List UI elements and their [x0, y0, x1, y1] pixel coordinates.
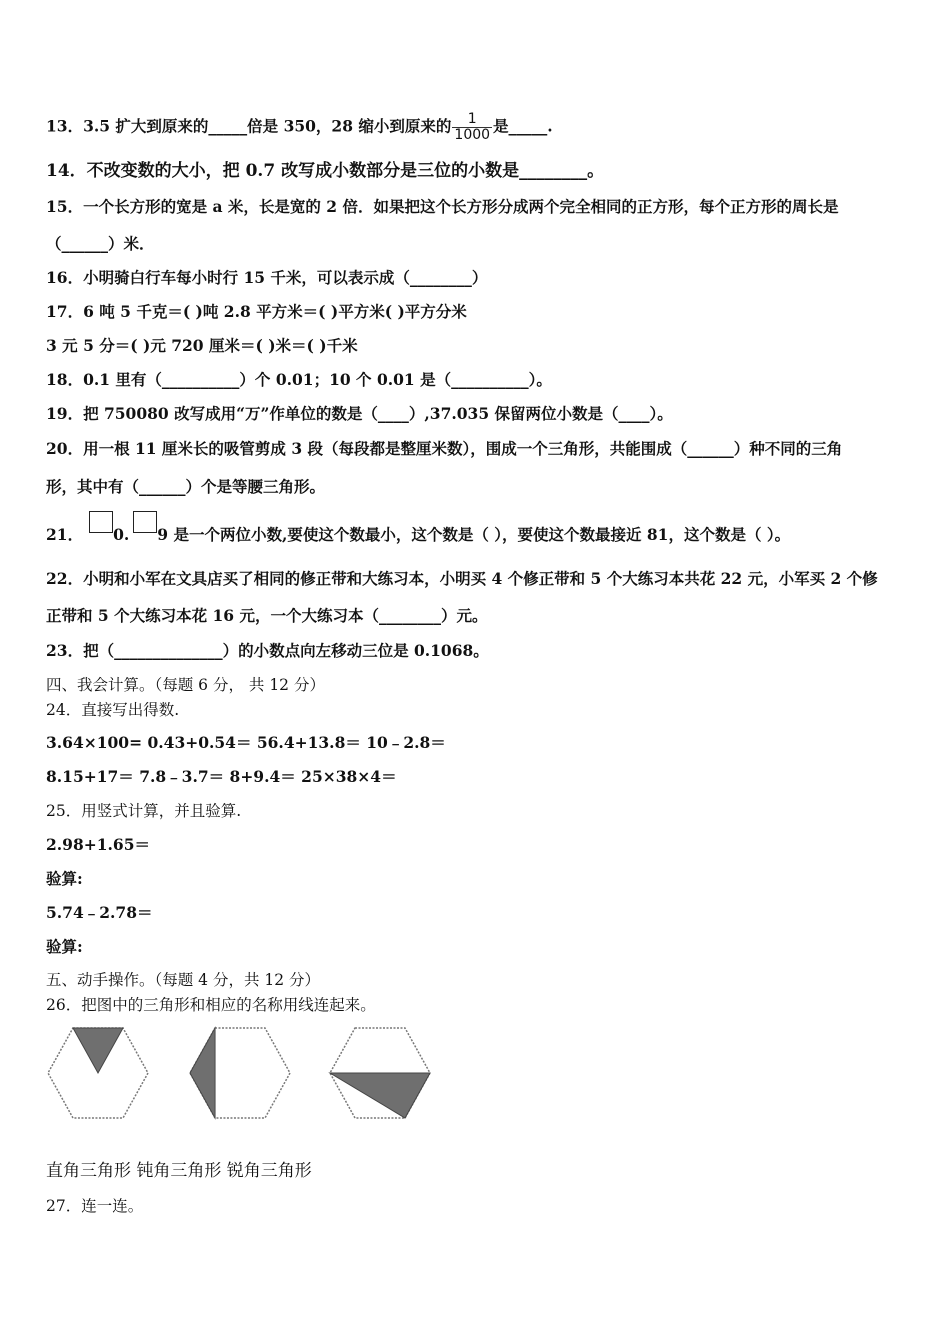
fraction-1-1000: $\frac{1}{1000}$: [454, 111, 491, 143]
question-17-line1: 17．6 吨 5 千克＝( )吨 2.8 平方米＝( )平方米( )平方分米: [46, 302, 467, 321]
section-4-title: 四、我会计算。（每题 6 分， 共 12 分）: [46, 676, 325, 694]
digit-box-2: [133, 511, 157, 533]
digit-box-1: [89, 511, 113, 533]
vertical-calc-2: 5.74﹣2.78＝: [46, 903, 153, 922]
question-24: 24．直接写出得数.: [46, 701, 180, 719]
question-18: 18．0.1 里有（__________）个 0.01；10 个 0.01 是（__________）。: [46, 370, 552, 389]
question-20-line2: 形，其中有（______）个是等腰三角形。: [46, 477, 326, 496]
question-22-line1: 22．小明和小军在文具店买了相同的修正带和大练习本，小明买 4 个修正带和 5 个大练习本共花 22 元，小军买 2 个修: [46, 569, 878, 588]
obtuse-triangle: [190, 1028, 215, 1118]
question-19: 19．把 750080 改写成用“万”作单位的数是（____）,37.035 保留两位小数是（____）。: [46, 404, 673, 423]
question-21: 21． 0. 9 是一个两位小数,要使这个数最小，这个数是（ ），要使这个数最接近 81，这个数是（ ）。: [46, 523, 790, 545]
hexagon-figure-2: [190, 1028, 290, 1118]
hexagon-figure-3: [330, 1028, 430, 1118]
question-25: 25．用竖式计算，并且验算.: [46, 802, 242, 820]
question-26: 26．把图中的三角形和相应的名称用线连起来。: [46, 996, 376, 1014]
verify-label-1: 验算:: [46, 869, 83, 888]
question-27: 27．连一连。: [46, 1197, 144, 1215]
right-triangle: [330, 1073, 430, 1118]
question-16: 16．小明骑白行车每小时行 15 千米，可以表示成（________）: [46, 268, 488, 287]
hexagon-figure-1: [48, 1028, 148, 1118]
question-17-line2: 3 元 5 分＝( )元 720 厘米＝( )米＝( )千米: [46, 336, 358, 355]
question-13: 13．3.5 扩大到原来的_____倍是 350，28 缩小到原来的 $\frac{1}{1000}$ 是_____.: [46, 111, 553, 143]
triangle-name-labels: 直角三角形 钝角三角形 锐角三角形: [46, 1161, 312, 1181]
hexagon-figures: [40, 1018, 460, 1128]
question-15-line2: （______）米．: [46, 234, 155, 253]
question-14: 14．不改变数的大小，把 0.7 改写成小数部分是三位的小数是________。: [46, 161, 605, 181]
calc-row-2: 8.15+17＝ 7.8﹣3.7＝ 8+9.4＝ 25×38×4＝: [46, 767, 397, 786]
verify-label-2: 验算:: [46, 937, 83, 956]
acute-triangle: [73, 1028, 123, 1073]
vertical-calc-1: 2.98+1.65＝: [46, 835, 150, 854]
question-22-line2: 正带和 5 个大练习本花 16 元，一个大练习本（________）元。: [46, 606, 488, 625]
question-20-line1: 20．用一根 11 厘米长的吸管剪成 3 段（每段都是整厘米数），围成一个三角形，共能围成（______）种不同的三角: [46, 439, 843, 458]
calc-row-1: 3.64×100= 0.43+0.54＝ 56.4+13.8＝ 10﹣2.8＝: [46, 733, 446, 752]
question-15-line1: 15．一个长方形的宽是 a 米，长是宽的 2 倍．如果把这个长方形分成两个完全相同的正方形，每个正方形的周长是: [46, 197, 839, 216]
section-5-title: 五、动手操作。（每题 4 分，共 12 分）: [46, 971, 321, 989]
question-23: 23．把（______________）的小数点向左移动三位是 0.1068。: [46, 641, 489, 660]
